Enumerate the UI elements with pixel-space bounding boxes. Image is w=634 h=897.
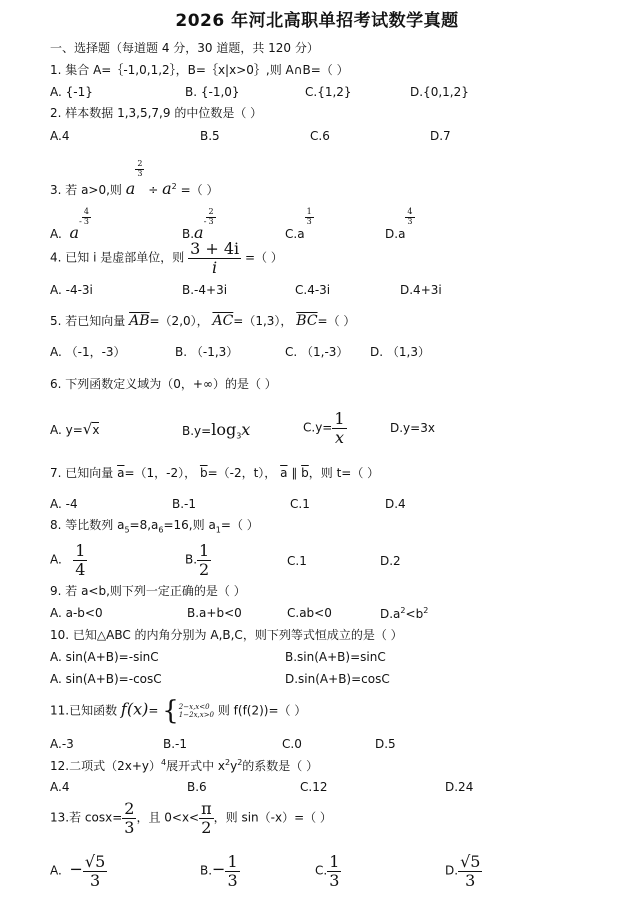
q9-option-b: B.a+b<0	[187, 606, 242, 620]
q3-option-c: C.a $\frac{1}{3}$	[285, 207, 312, 241]
q11-option-b: B.-1	[163, 737, 188, 751]
section-heading: 一、选择题（每道题 4 分，30 道题，共 120 分）	[50, 41, 319, 55]
q13-option-d: D. $\frac{√5}{3}$	[445, 852, 481, 890]
question-2-stem: 2. 样本数据 1,3,5,7,9 的中位数是（ ）	[50, 106, 263, 120]
q1-option-a: A. {-1}	[50, 85, 93, 99]
question-1-stem: 1. 集合 A=｛-1,0,1,2｝，B=｛x|x>0｝,则 A∩B=（ ）	[50, 63, 349, 77]
q13-option-a: A. − $\frac{√5}{3}$	[50, 852, 106, 890]
q4-option-a: A. -4-3i	[50, 283, 93, 297]
q3-option-a: A. a- $\frac{4}{3}$	[50, 207, 89, 242]
q2-option-b: B.5	[200, 129, 220, 143]
q12-option-a: A.4	[50, 780, 70, 794]
q12-option-b: B.6	[187, 780, 207, 794]
q10-option-a: A. sin(A+B)=-sinC	[50, 650, 159, 664]
q5-option-b: B. （-1,3）	[175, 345, 239, 359]
q5-option-c: C. （1,-3）	[285, 345, 349, 359]
q1-option-b: B. {-1,0}	[185, 85, 240, 99]
q10-option-b: B.sin(A+B)=sinC	[285, 650, 386, 664]
q11-option-a: A.-3	[50, 737, 74, 751]
q11-option-c: C.0	[282, 737, 302, 751]
question-12-stem: 12.二项式$(2x+y)^4$展开式中 $x^2y^2$的系数是（ ）	[50, 758, 319, 773]
q10-option-c: A. sin(A+B)=-cosC	[50, 672, 162, 686]
q8-option-c: C.1	[287, 554, 307, 568]
question-3-stem: 3. 若 a>0,则 a $\frac{2}{3}$ ÷ $a^2$ =（ ）	[50, 159, 219, 198]
q1-option-c: C.{1,2}	[305, 85, 352, 99]
q7-option-a: A. -4	[50, 497, 78, 511]
q4-option-d: D.4+3i	[400, 283, 442, 297]
question-11-stem: 11.已知函数 f(x)= {2−x,x<0 1−2x,x>0 则 f(f(2))=（ ）	[50, 696, 307, 726]
q7-option-d: D.4	[385, 497, 406, 511]
q9-option-a: A. a-b<0	[50, 606, 103, 620]
question-5-stem: 5. 若已知向量 $\overline{AB}=(2,0)$， $\overline{AC}=(1,3)$， $\overline{BC}=$（ ）	[50, 313, 356, 329]
page-title: 2026 年河北高职单招考试数学真题	[175, 11, 459, 31]
q12-option-d: D.24	[445, 780, 474, 794]
q9-option-d: $D.a^2<b^2$	[380, 606, 429, 621]
question-7-stem: 7. 已知向量 $\overline{a}=(1$，-2）， $\overline{b}=(-2$，t）， $\overline{a}$ ∥ $\overline{b}$，则 t=（ ）	[50, 466, 380, 480]
q13-option-b: B.− $\frac{1}{3}$	[200, 852, 238, 890]
q2-option-c: C.6	[310, 129, 330, 143]
question-8-stem: 8. 等比数列 $a_5=8,a_6=16$,则 $a_1=$（ ）	[50, 518, 259, 535]
question-13-stem: 13.若 cosx= $\frac{2}{3}$ ，且 0<x< $\frac{\pi}{2}$ ，则 sin（-x）=（ ）	[50, 799, 332, 837]
q13-option-c: C. $\frac{1}{3}$	[315, 852, 340, 890]
q7-option-b: B.-1	[172, 497, 197, 511]
q8-option-d: D.2	[380, 554, 401, 568]
q4-option-b: B.-4+3i	[182, 283, 228, 297]
q6-option-d: D.y=3x	[390, 421, 435, 435]
q10-option-d: D.sin(A+B)=cosC	[285, 672, 390, 686]
question-6-stem: 6. 下列函数定义域为（0，+∞）的是（ ）	[50, 377, 277, 391]
q2-option-d: D.7	[430, 129, 451, 143]
q8-option-b: B. $\frac{1}{2}$	[185, 541, 210, 579]
q2-option-a: A.4	[50, 129, 70, 143]
q3-option-d: D.a $\frac{4}{3}$	[385, 207, 413, 241]
question-9-stem: 9. 若 a<b,则下列一定正确的是（ ）	[50, 584, 246, 598]
q12-option-c: C.12	[300, 780, 328, 794]
question-10-stem: 10. 已知△ABC 的内角分别为 A,B,C，则下列等式恒成立的是（ ）	[50, 628, 403, 642]
question-4-stem: 4. 已知 i 是虚部单位，则 $\frac{3 + 4i}{i}$ =（ ）	[50, 239, 283, 277]
q3-option-b: B.a- $\frac{2}{3}$	[182, 207, 214, 242]
q8-option-a: A. $\frac{1}{4}$	[50, 541, 86, 579]
q5-option-a: A. （-1，-3）	[50, 345, 126, 359]
q1-option-d: D.{0,1,2}	[410, 85, 469, 99]
q9-option-c: C.ab<0	[287, 606, 332, 620]
q6-option-b: $B.y=\log_3x$	[182, 420, 251, 441]
q5-option-d: D. （1,3）	[370, 345, 430, 359]
q6-option-a: A. y=√x	[50, 420, 100, 438]
q11-option-d: D.5	[375, 737, 396, 751]
q6-option-c: C.y= $\frac{1}{x}$	[303, 409, 345, 447]
q4-option-c: C.4-3i	[295, 283, 331, 297]
q7-option-c: C.1	[290, 497, 310, 511]
